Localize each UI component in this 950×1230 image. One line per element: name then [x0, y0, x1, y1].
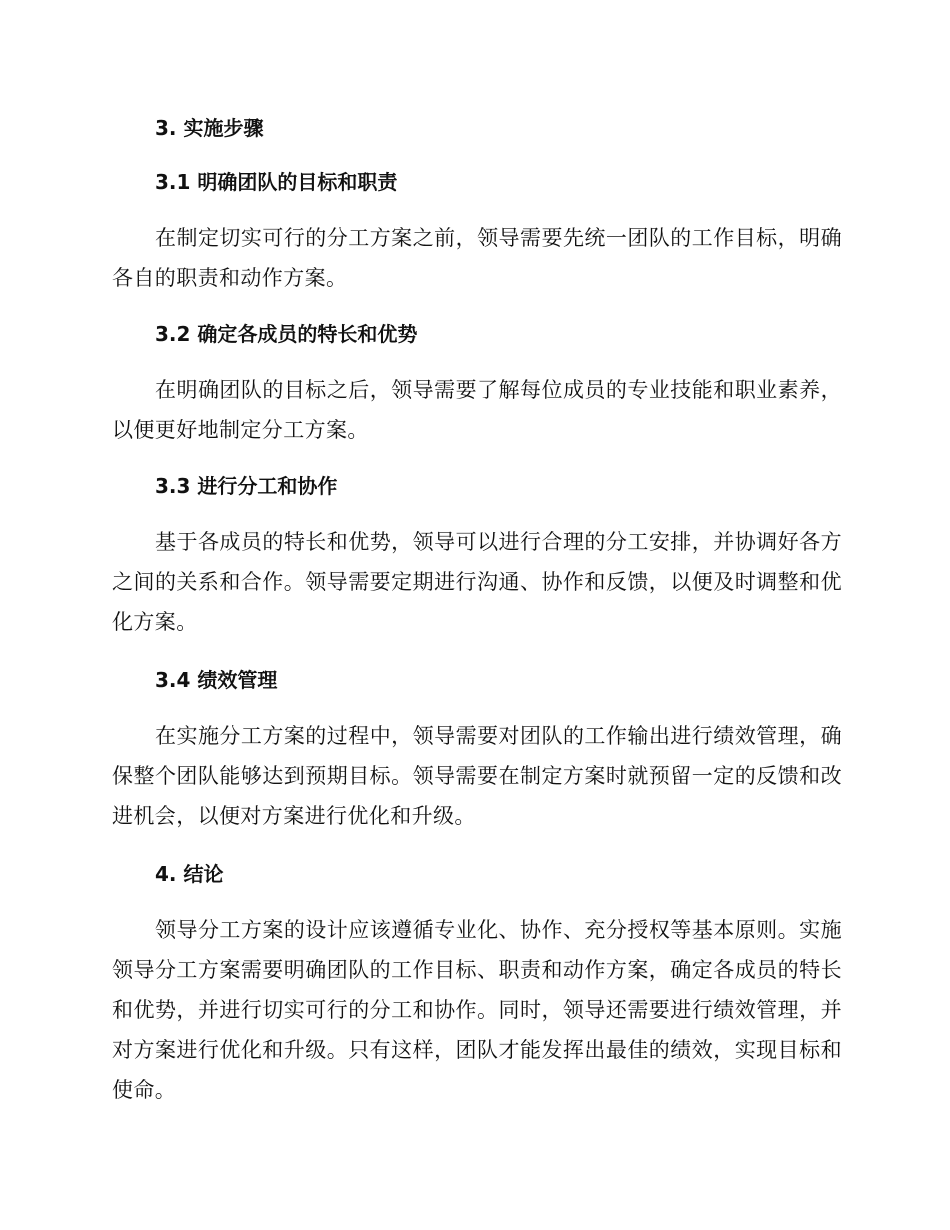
heading-3-3: 3.3 进行分工和协作: [155, 474, 338, 498]
paragraph-3-4-block: [112, 716, 842, 836]
section-3-2: [112, 320, 842, 348]
heading-3: 3. 实施步骤: [155, 116, 264, 140]
heading-3-4: 3.4 绩效管理: [155, 668, 278, 692]
section-3-1: [112, 168, 842, 196]
section-3-4: [112, 666, 842, 694]
heading-3-2: 3.2 确定各成员的特长和优势: [155, 322, 418, 346]
heading-3-1: 3.1 明确团队的目标和职责: [155, 170, 398, 194]
paragraph-3-2: 在明确团队的目标之后，领导需要了解每位成员的专业技能和职业素养，以便更好地制定分工方案。: [112, 378, 842, 442]
section-heading-implementation: [112, 114, 842, 142]
paragraph-3-3: 基于各成员的特长和优势，领导可以进行合理的分工安排，并协调好各方之间的关系和合作。领导需要定期进行沟通、协作和反馈，以便及时调整和优化方案。: [112, 530, 842, 634]
paragraph-4-conclusion: 领导分工方案的设计应该遵循专业化、协作、充分授权等基本原则。实施领导分工方案需要明确团队的工作目标、职责和动作方案，确定各成员的特长和优势，并进行切实可行的分工和协作。同时，领导还需要进行绩效管理，并对方案进行优化和升级。只有这样，团队才能发挥出最佳的绩效，实现目标和使命。: [112, 918, 842, 1102]
paragraph-4-block: [112, 910, 842, 1110]
paragraph-3-1: 在制定切实可行的分工方案之前，领导需要先统一团队的工作目标，明确各自的职责和动作方案。: [112, 226, 842, 290]
section-3-3: [112, 472, 842, 500]
paragraph-3-4: 在实施分工方案的过程中，领导需要对团队的工作输出进行绩效管理，确保整个团队能够达到预期目标。领导需要在制定方案时就预留一定的反馈和改进机会，以便对方案进行优化和升级。: [112, 724, 842, 828]
section-4: [112, 860, 842, 888]
heading-4-conclusion: 4. 结论: [155, 862, 224, 886]
paragraph-3-3-block: [112, 522, 842, 642]
paragraph-3-2-block: [112, 370, 842, 450]
paragraph-3-1-block: [112, 218, 842, 298]
